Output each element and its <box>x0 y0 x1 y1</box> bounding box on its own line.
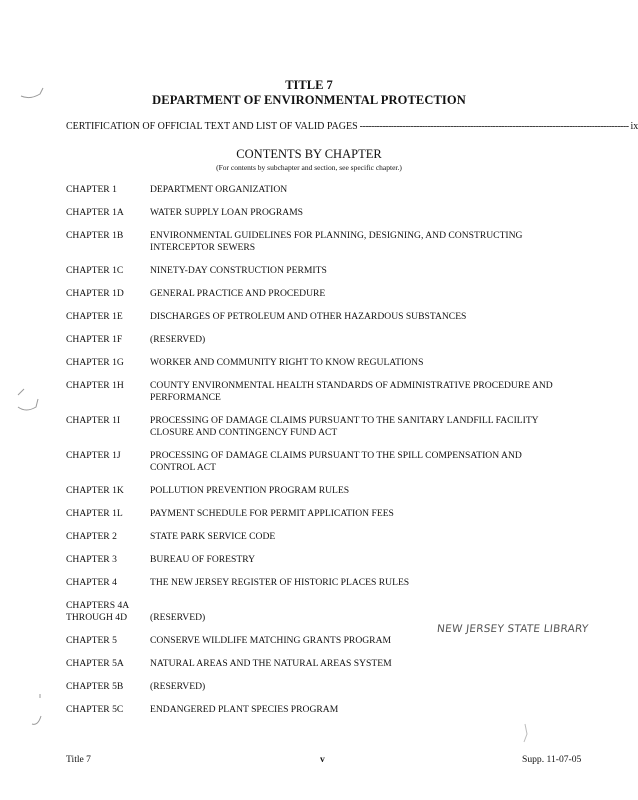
certification-line <box>66 121 638 132</box>
toc-chapter-title: PROCESSING OF DAMAGE CLAIMS PURSUANT TO THE SANITARY LANDFILL FACILITY CLOSURE AND CONTINGENCY FUND ACT <box>150 415 539 438</box>
toc-row <box>66 450 566 485</box>
toc-row <box>66 658 566 681</box>
toc-chapter-title: PAYMENT SCHEDULE FOR PERMIT APPLICATION FEES <box>150 508 394 519</box>
toc-chapter-label: CHAPTER 1C <box>66 265 124 276</box>
toc-chapter-title: CONSERVE WILDLIFE MATCHING GRANTS PROGRAM <box>150 635 392 646</box>
footer-title: Title 7 <box>66 754 91 765</box>
toc-chapter-title: STATE PARK SERVICE CODE <box>150 531 276 542</box>
toc-chapter-label: CHAPTER 1 <box>66 184 117 195</box>
toc-chapter-title: NINETY-DAY CONSTRUCTION PERMITS <box>150 265 327 276</box>
toc-row <box>66 415 566 450</box>
toc-chapter-label: CHAPTER 5B <box>66 681 124 692</box>
toc-chapter-label: CHAPTER 2 <box>66 531 117 542</box>
toc-row <box>66 635 566 658</box>
toc-row <box>66 508 566 531</box>
toc-row <box>66 230 566 265</box>
toc-chapter-label: CHAPTER 4 <box>66 577 117 588</box>
footer-supplement: Supp. 11-07-05 <box>522 754 582 765</box>
toc-chapter-title: (RESERVED) <box>150 334 206 345</box>
toc-chapter-title: (RESERVED) <box>150 681 206 692</box>
certification-page: ix <box>630 121 638 132</box>
title-block <box>0 78 618 108</box>
toc-chapter-label: CHAPTER 1E <box>66 311 123 322</box>
toc-chapter-title: PROCESSING OF DAMAGE CLAIMS PURSUANT TO THE SPILL COMPENSATION AND CONTROL ACT <box>150 450 522 473</box>
toc-chapter-label: CHAPTER 5A <box>66 658 124 669</box>
certification-text: CERTIFICATION OF OFFICIAL TEXT AND LIST OF VALID PAGES <box>66 121 358 132</box>
contents-subheading: (For contents by subchapter and section, see specific chapter.) <box>216 163 402 172</box>
toc-chapter-title: (RESERVED) <box>150 611 206 623</box>
toc-chapter-title: ENDANGERED PLANT SPECIES PROGRAM <box>150 704 339 715</box>
toc-chapter-label: CHAPTER 1K <box>66 485 124 496</box>
toc-row <box>66 704 566 727</box>
toc-row <box>66 357 566 380</box>
scan-mark-icon <box>14 385 44 425</box>
toc-row <box>66 380 566 415</box>
toc-chapter-title: NATURAL AREAS AND THE NATURAL AREAS SYSTEM <box>150 658 392 669</box>
toc-chapter-label: CHAPTER 3 <box>66 554 117 565</box>
page-title: TITLE 7 <box>285 78 333 92</box>
toc-chapter-title: DISCHARGES OF PETROLEUM AND OTHER HAZARDOUS SUBSTANCES <box>150 311 467 322</box>
contents-heading: CONTENTS BY CHAPTER <box>236 147 382 161</box>
certification-leader: ----------------------------------------------------------------------------------------------- <box>359 121 629 132</box>
toc-row <box>66 485 566 508</box>
toc-chapter-title: WATER SUPPLY LOAN PROGRAMS <box>150 207 304 218</box>
scan-mark-icon <box>515 720 535 750</box>
toc-chapter-label: CHAPTER 1D <box>66 288 124 299</box>
table-of-contents <box>66 184 566 727</box>
footer-page-number: v <box>320 754 325 765</box>
toc-row <box>66 531 566 554</box>
toc-row <box>66 265 566 288</box>
scan-mark-icon <box>18 82 48 102</box>
scan-mark-icon <box>28 690 48 730</box>
toc-row <box>66 577 566 600</box>
toc-chapter-title: DEPARTMENT ORGANIZATION <box>150 184 288 195</box>
toc-chapter-label: CHAPTER 1B <box>66 230 124 241</box>
toc-chapter-title: THE NEW JERSEY REGISTER OF HISTORIC PLACES RULES <box>150 577 410 588</box>
toc-row <box>66 554 566 577</box>
toc-chapter-title: COUNTY ENVIRONMENTAL HEALTH STANDARDS OF ADMINISTRATIVE PROCEDURE AND PERFORMANCE <box>150 380 553 403</box>
toc-row <box>66 681 566 704</box>
toc-chapter-label: CHAPTER 1A <box>66 207 124 218</box>
toc-chapter-label: CHAPTERS 4A THROUGH 4D <box>66 600 130 623</box>
toc-chapter-label: CHAPTER 1I <box>66 415 121 426</box>
toc-chapter-label: CHAPTER 5 <box>66 635 117 646</box>
toc-row <box>66 207 566 230</box>
page-subtitle: DEPARTMENT OF ENVIRONMENTAL PROTECTION <box>152 93 466 107</box>
toc-chapter-label: CHAPTER 1J <box>66 450 121 461</box>
toc-row <box>66 334 566 357</box>
toc-row <box>66 288 566 311</box>
toc-chapter-label: CHAPTER 1F <box>66 334 123 345</box>
toc-row <box>66 184 566 207</box>
toc-chapter-title: POLLUTION PREVENTION PROGRAM RULES <box>150 485 350 496</box>
toc-chapter-label: CHAPTER 1G <box>66 357 124 368</box>
toc-row <box>66 311 566 334</box>
toc-chapter-label: CHAPTER 1L <box>66 508 123 519</box>
toc-chapter-title: ENVIRONMENTAL GUIDELINES FOR PLANNING, DESIGNING, AND CONSTRUCTING INTERCEPTOR SEWERS <box>150 230 523 253</box>
toc-chapter-title: GENERAL PRACTICE AND PROCEDURE <box>150 288 326 299</box>
toc-chapter-title: BUREAU OF FORESTRY <box>150 554 256 565</box>
toc-chapter-title: WORKER AND COMMUNITY RIGHT TO KNOW REGULATIONS <box>150 357 424 368</box>
toc-chapter-label: CHAPTER 1H <box>66 380 124 391</box>
toc-chapter-label: CHAPTER 5C <box>66 704 124 715</box>
library-stamp: NEW JERSEY STATE LIBRARY <box>436 623 589 635</box>
